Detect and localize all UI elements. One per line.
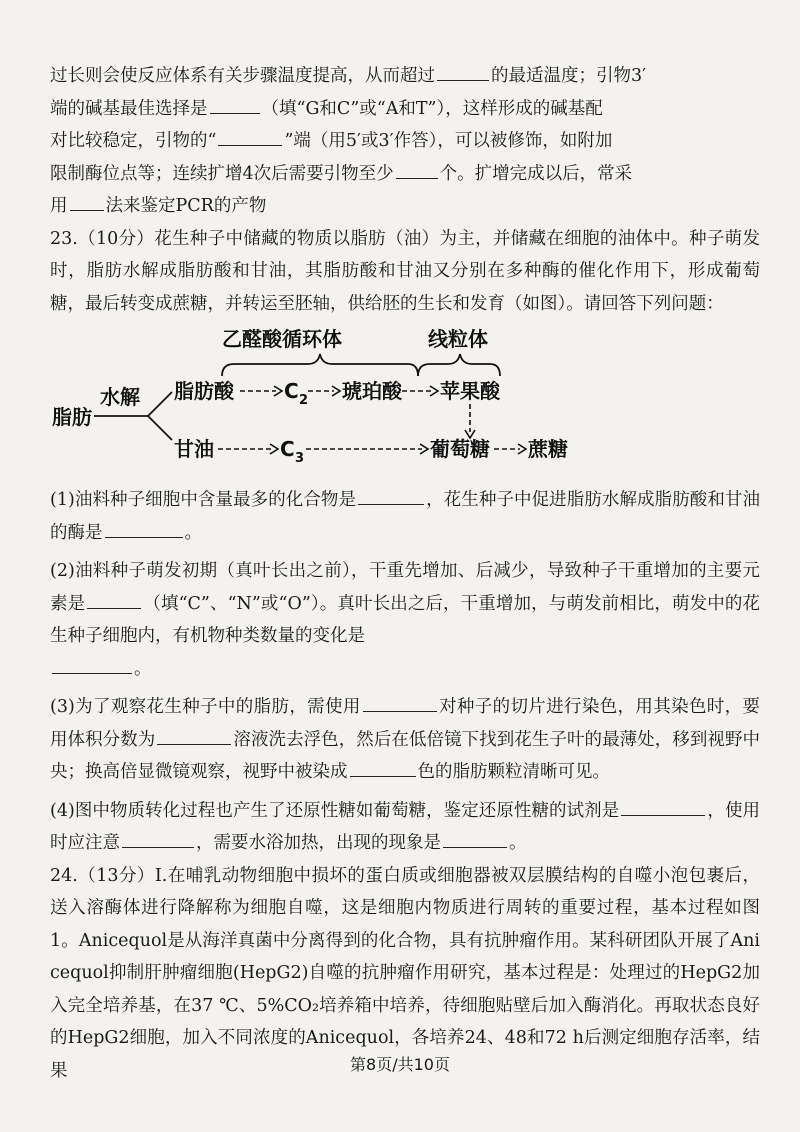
q23-text: (1)油料种子细胞中含量最多的化合物是	[50, 490, 357, 510]
q22-tail	[50, 60, 760, 223]
q22-text: 过长则会使反应体系有关步骤温度提高，从而超过	[50, 66, 435, 86]
q23-text: (2)油料种子萌发初期（真叶长出之前），干重先增加、后减少，导致种子干重增加的主要元素是	[50, 561, 760, 614]
q22-text: ”端（用5′或3′作答），可以被修饰，如附加	[284, 131, 613, 151]
label-c3-sub: 3	[295, 451, 305, 466]
q22-text: 对比较稳定，引物的“	[50, 131, 217, 151]
answer-blank[interactable]	[122, 830, 194, 849]
q22-text: 法来鉴定PCR的产物	[105, 196, 267, 216]
label-c2: C	[284, 379, 299, 403]
q23-text: ，花生种子中促进脂肪水解成脂肪酸和甘油的酶是	[50, 490, 761, 543]
q23-text: ，需要水浴加热，出现的现象是	[196, 833, 441, 853]
fat-conversion-diagram	[50, 324, 750, 474]
diagram-svg	[50, 324, 750, 474]
answer-blank[interactable]	[105, 519, 183, 538]
q23-text: 对种子的切片进行染色，用其染色时，要用体积分数为	[50, 697, 760, 750]
q23-part2	[50, 555, 760, 685]
q22-text: 端的碱基最佳选择是	[50, 98, 208, 119]
label-succinic: 琥珀酸	[342, 379, 402, 403]
q23-intro: 23.（10分）花生种子中储藏的物质以脂肪（油）为主，并储藏在细胞的油体中。种子萌发时，脂肪水解成脂肪酸和甘油，其脂肪酸和甘油又分别在多种酶的催化作用下，形成葡萄糖，最后转变成蔗糖，并转运至胚轴，供给胚的生长和发育（如图）。请回答下列问题：	[50, 228, 760, 314]
brace-mitochondria	[418, 354, 500, 376]
q23-text: ，使用时应注意	[50, 800, 761, 853]
q23-text: 溶液洗去浮色，然后在低倍镜下找到花生子叶的最薄处，移到视野中央；换高倍显微镜观察，视野中被染成	[50, 729, 761, 782]
q23-text: (4)图中物质转化过程也产生了还原性糖如葡萄糖，鉴定还原性糖的试剂是	[50, 800, 620, 821]
q23-text: （填“C”、“N”或“O”）。真叶长出之后，干重增加，与萌发前相比，萌发中的花生种子细胞内，有机物种类数量的变化是	[50, 593, 760, 646]
answer-blank[interactable]	[218, 128, 282, 147]
label-c2-sub: 2	[299, 393, 309, 408]
q23-text: (3)为了观察花生种子中的脂肪，需使用	[50, 697, 361, 717]
answer-blank[interactable]	[621, 797, 705, 816]
q22-text: （填“G和C”或“A和T”），这样形成的碱基配	[261, 98, 603, 119]
answer-blank[interactable]	[396, 160, 438, 179]
q22-text: 的最适温度；引物3′	[491, 66, 647, 86]
q24-text: 24.（13分）I.在哺乳动物细胞中损坏的蛋白质或细胞器被双层膜结构的自噬小泡包裹后，送入溶酶体进行降解称为细胞自噬，这是细胞内物质进行周转的重要过程，基本过程如图1。Anicequol是从海洋真菌中分离得到的化合物，具有抗肿瘤作用。某科研团队开展了Anicequol抑制肝肿瘤细胞(HepG2)自噬的抗肿瘤作用研究，基本过程是：处理过的HepG2加入完全培养基，在37 ℃、5%CO₂培养箱中培养，待细胞贴壁后加入酶消化。再取状态良好的HepG2细胞，加入不同浓度的Anicequol，各培养24、48和72 h后测定细胞存活率，结果	[50, 865, 760, 1081]
label-glycerol: 甘油	[174, 437, 214, 461]
label-c3: C	[280, 437, 295, 461]
label-hydrolysis: 水解	[100, 385, 140, 409]
answer-blank[interactable]	[210, 95, 260, 114]
label-fat: 脂肪	[52, 405, 92, 429]
q22-text: 限制酶位点等；连续扩增4次后需要引物至少	[50, 163, 394, 184]
branch-down	[148, 416, 172, 440]
brace-glyoxysome	[222, 354, 418, 376]
answer-blank[interactable]	[363, 694, 437, 713]
q23-part3	[50, 691, 760, 789]
answer-blank[interactable]	[358, 487, 424, 506]
q23-text: 。	[509, 833, 527, 853]
answer-blank[interactable]	[87, 590, 141, 609]
label-glucose: 葡萄糖	[430, 437, 490, 461]
branch-up	[148, 392, 172, 416]
answer-blank[interactable]	[350, 759, 416, 778]
answer-blank[interactable]	[52, 655, 132, 674]
label-fatty-acid: 脂肪酸	[174, 379, 234, 403]
q23-part1	[50, 484, 760, 549]
q22-text: 个。扩增完成以后，常采	[439, 163, 633, 184]
q23-part4	[50, 795, 760, 860]
answer-blank[interactable]	[443, 830, 507, 849]
label-glyoxysome: 乙醛酸循环体	[222, 327, 342, 351]
label-sucrose: 蔗糖	[528, 437, 568, 461]
label-mitochondria: 线粒体	[428, 327, 488, 351]
q23-text: 色的脂肪颗粒清晰可见。	[417, 762, 610, 782]
answer-blank[interactable]	[437, 63, 489, 82]
q23-text: 。	[184, 522, 202, 543]
answer-blank[interactable]	[70, 193, 104, 212]
label-malic: 苹果酸	[440, 379, 500, 403]
q23-text: 。	[134, 658, 152, 679]
page-footer: 第8页/共10页	[350, 1055, 450, 1074]
answer-blank[interactable]	[157, 726, 231, 745]
q22-text: 用	[50, 196, 68, 216]
